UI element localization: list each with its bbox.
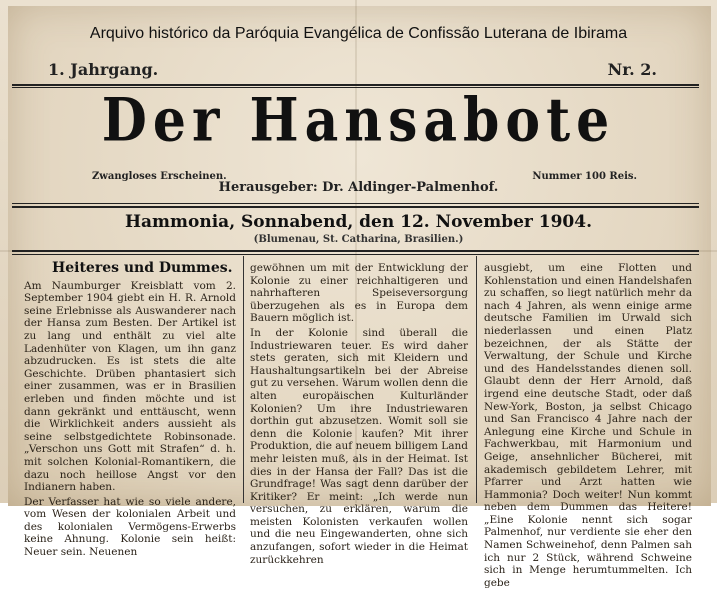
column-divider — [476, 256, 477, 503]
columns-rule — [12, 250, 699, 252]
article-column-2 — [250, 262, 468, 566]
masthead-title: Der Hansabote — [101, 85, 616, 156]
article-paragraph: In der Kolonie sind überall die Industriewaren teuer. Es wird daher stets geraten, sich mit Kleidern und Haushaltungsartikeln bei der Abreise gut zu versehen. Warum wollen denn die alten europäischen Kulturländer Kolonien? Um ihre Industriewaren dorthin gut abzusetzen. Womit soll sie denn die Kolonie kaufen? Mit ihrer Produktion, die auf neuem billigem Land mehr leisten muß, als in der Heimat. Ist dies in der Hansa der Fall? Das ist die Grundfrage! Was sagt denn darüber der Kritiker? Er meint: „Ich werde nun versuchen, zu erklären, warum die meisten Kolonisten verkaufen wollen und die neu Eingewanderten, ohne sich anzufangen, sofort wieder in die Heimat zurückkehren — [250, 326, 468, 566]
price-label: Nummer 100 Reis. — [532, 171, 637, 182]
columns-rule-thin — [12, 254, 699, 255]
dateline: Hammonia, Sonnabend, den 12. November 1904. — [124, 212, 593, 232]
place-line: (Blumenau, St. Catharina, Brasilien.) — [253, 234, 464, 245]
editor-line: Herausgeber: Dr. Aldinger-Palmenhof. — [218, 180, 499, 195]
column-divider — [243, 256, 244, 503]
frequency-label: Zwangloses Erscheinen. — [92, 171, 227, 182]
article-column-1 — [24, 260, 236, 559]
year-label: 1. Jahrgang. — [48, 60, 159, 79]
issue-number: Nr. 2. — [607, 60, 657, 79]
archive-header: Arquivo histórico da Paróquia Evangélica de Confissão Luterana de Ibirama — [89, 25, 628, 42]
article-paragraph: ausgiebt, um eine Flotten und Kohlenstation und einen Handelshafen zu schaffen, so liegt natürlich mehr da nach 4 Jahren, als wenn einige arme deutsche Familien im Urwald sich niederlassen und einen Platz bezeichnen, der als Stätte der Verwaltung, der Schule und Kirche und des Handelsstandes dienen soll. Glaubt denn der Herr Arnold, daß irgend eine deutsche Stadt, oder daß New-York, Boston, ja selbst Chicago und San Francisco 4 Jahre nach der Anlegung eine Kirche und Schule in Fachwerkbau, mit Harmonium und Geige, ansehnlicher Bücherei, mit akademisch gebildetem Lehrer, mit Pfarrer und Arzt hatten wie Hammonia? Doch weiter! Nun kommt neben dem Dummen das Heitere! „Eine Kolonie nennt sich sogar Palmenhof, nur verdiente sie eher den Namen Schweinehof, denn Palmen sah ich nur 2 Stück, während Schweine sich in Menge herumtummelten. Ich gebe — [484, 262, 692, 589]
article-paragraph: Der Verfasser hat wie so viele andere, vom Wesen der kolonialen Arbeit und des kolonialen Vermögens-Erwerbs keine Ahnung. Kolonie sein heißt: Neuer sein. Neuenen — [24, 495, 236, 559]
article-paragraph: Am Naumburger Kreisblatt vom 2. September 1904 giebt ein H. R. Arnold seine Erlebnisse als Auswanderer nach der Hansa zum Besten. Der Artikel ist zu lang und enthält zu viel alte Ladenhüter von Klagen, um ihn ganz abzudrucken. Es ist stets die alte Geschichte. Drüben phantasiert sich einer zusammen, was er in Brasilien erleben und finden möchte und ist dann gekränkt und enttäuscht, wenn die Wirklichkeit anders aussieht als seine selbstgedichtete Robinsonade. „Verschon uns Gott mit Strafen“ d. h. mit solchen Kolonial-Romantikern, die dazu noch heillose Angst vor den Indianern haben. — [24, 279, 236, 494]
date-rule-top — [12, 203, 699, 204]
article-column-3 — [484, 262, 692, 589]
article-title: Heiteres und Dummes. — [52, 260, 233, 276]
date-rule-top-thick — [12, 206, 699, 208]
article-paragraph: gewöhnen um mit der Entwicklung der Kolonie zu einer reichhaltigeren und nahrhafteren Speiseversorgung überzugehen als es in Europa dem Bauern möglich ist. — [250, 262, 468, 325]
